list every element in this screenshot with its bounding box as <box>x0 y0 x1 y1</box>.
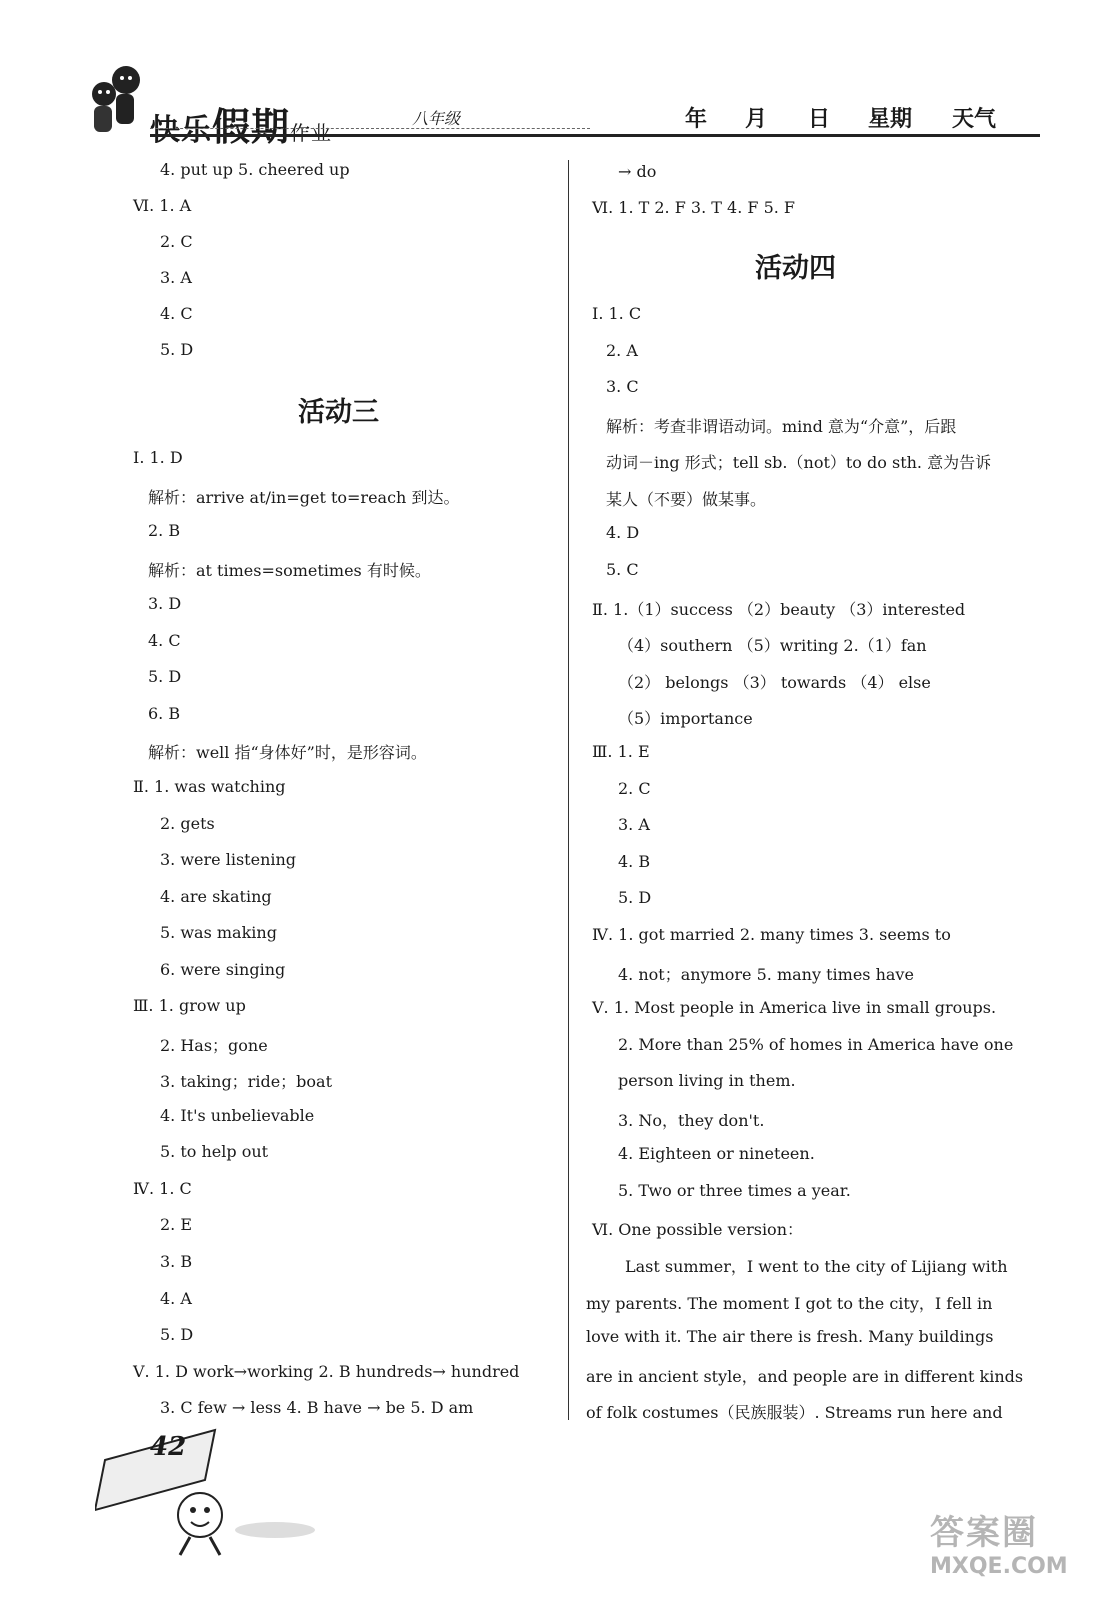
section-heading: Ⅳ. 1. C <box>133 1179 192 1198</box>
watermark: 答案圈 MXQE.COM <box>930 1513 1068 1579</box>
answer-line: 2. C <box>618 779 651 798</box>
column-divider <box>568 160 569 1420</box>
answer-line: 5. D <box>160 340 194 359</box>
header-title: 快乐假期作业 <box>150 105 333 149</box>
answer-line: → do <box>618 162 657 181</box>
answer-line: 4. C <box>148 631 181 650</box>
section-heading: Ⅴ. 1. D work→working 2. B hundreds→ hundred <box>133 1362 520 1381</box>
activity-title: 活动四 <box>755 253 836 284</box>
answer-line: 3. B <box>160 1252 193 1271</box>
header-dashed-rule <box>150 128 590 129</box>
answer-line: 3. A <box>160 268 192 287</box>
page-number-banner-icon <box>95 1420 325 1560</box>
date-weekday-label: 星期 <box>868 107 913 132</box>
activity-title: 活动三 <box>298 397 379 428</box>
answer-line: 5. D <box>160 1325 194 1344</box>
answer-line: 4. A <box>160 1289 192 1308</box>
date-month-label: 月 <box>745 107 768 132</box>
answer-line: 4. D <box>606 523 640 542</box>
answer-line: 3. C <box>606 377 639 396</box>
essay-line: Last summer，I went to the city of Lijiang with <box>625 1257 1008 1276</box>
page-number: 42 <box>150 1432 187 1462</box>
answer-line: 4. It's unbelievable <box>160 1106 315 1125</box>
explanation-line: 解析：at times=sometimes 有时候。 <box>148 561 431 580</box>
date-year-label: 年 <box>685 107 708 132</box>
date-weather-label: 天气 <box>952 107 997 132</box>
explanation-line: 解析：arrive at/in=get to=reach 到达。 <box>148 488 460 507</box>
header-grade: 八年级 <box>412 109 461 128</box>
answer-line: 6. B <box>148 704 181 723</box>
answer-line: 5. Two or three times a year. <box>618 1181 851 1200</box>
section-heading: Ⅳ. 1. got married 2. many times 3. seems to <box>592 925 951 944</box>
answer-line: 4. not；anymore 5. many times have <box>618 965 914 984</box>
answer-line: （4）southern （5）writing 2.（1）fan <box>618 636 927 655</box>
explanation-line: 解析：考查非谓语动词。mind 意为“介意”，后跟 <box>606 417 957 436</box>
answer-line: 3. D <box>148 594 182 613</box>
essay-line: love with it. The air there is fresh. Many buildings <box>586 1327 994 1346</box>
explanation-line: 某人（不要）做某事。 <box>606 490 767 509</box>
section-heading: Ⅰ. 1. C <box>592 304 642 323</box>
answer-line: 2. Has；gone <box>160 1036 268 1055</box>
explanation-line: 解析：well 指“身体好”时，是形容词。 <box>148 743 427 762</box>
section-heading: Ⅰ. 1. D <box>133 448 183 467</box>
answer-line: 3. A <box>618 815 650 834</box>
answer-line: 2. B <box>148 521 181 540</box>
cartoon-kids-logo-icon <box>80 64 150 138</box>
page-header <box>0 0 1113 150</box>
explanation-line: 动词－ing 形式；tell sb.（not）to do sth. 意为告诉 <box>606 453 992 472</box>
answer-line: 2. A <box>606 341 638 360</box>
answer-line: 2. E <box>160 1215 193 1234</box>
answer-line: 5. to help out <box>160 1142 269 1161</box>
answer-line: 4. are skating <box>160 887 272 906</box>
answer-line: 3. C few → less 4. B have → be 5. D am <box>160 1398 474 1417</box>
answer-line: 5. D <box>618 888 652 907</box>
answer-line: person living in them. <box>618 1071 796 1090</box>
date-day-label: 日 <box>808 107 831 132</box>
answer-line: （5）importance <box>618 709 753 728</box>
answer-line: 4. C <box>160 304 193 323</box>
answer-line: 3. No，they don't. <box>618 1111 765 1130</box>
section-heading: Ⅵ. 1. T 2. F 3. T 4. F 5. F <box>592 198 796 217</box>
answer-line: 4. Eighteen or nineteen. <box>618 1144 815 1163</box>
section-heading: Ⅱ. 1. was watching <box>133 777 286 796</box>
section-heading: Ⅵ. One possible version： <box>592 1220 803 1239</box>
section-heading: Ⅲ. 1. E <box>592 742 650 761</box>
essay-line: of folk costumes（民族服装）. Streams run here and <box>586 1403 1003 1422</box>
answer-line: 4. put up 5. cheered up <box>160 160 350 179</box>
answer-line: 2. C <box>160 232 193 251</box>
header-rule <box>150 134 1040 137</box>
essay-line: are in ancient style，and people are in different kinds <box>586 1367 1024 1386</box>
answer-line: 3. were listening <box>160 850 297 869</box>
section-heading: Ⅱ. 1.（1）success （2）beauty （3）interested <box>592 600 966 619</box>
answer-line: 4. B <box>618 852 651 871</box>
section-heading: Ⅵ. 1. A <box>133 196 192 215</box>
essay-line: my parents. The moment I got to the city，I fell in <box>586 1294 993 1313</box>
answer-line: （2） belongs （3） towards （4） else <box>618 673 931 692</box>
answer-line: 2. gets <box>160 814 215 833</box>
answer-line: 5. C <box>606 560 639 579</box>
answer-line: 5. D <box>148 667 182 686</box>
answer-line: 2. More than 25% of homes in America have one <box>618 1035 1014 1054</box>
answer-line: 5. was making <box>160 923 277 942</box>
answer-line: 3. taking；ride；boat <box>160 1072 333 1091</box>
answer-line: 6. were singing <box>160 960 286 979</box>
section-heading: Ⅲ. 1. grow up <box>133 996 246 1015</box>
section-heading: Ⅴ. 1. Most people in America live in small groups. <box>592 998 997 1017</box>
